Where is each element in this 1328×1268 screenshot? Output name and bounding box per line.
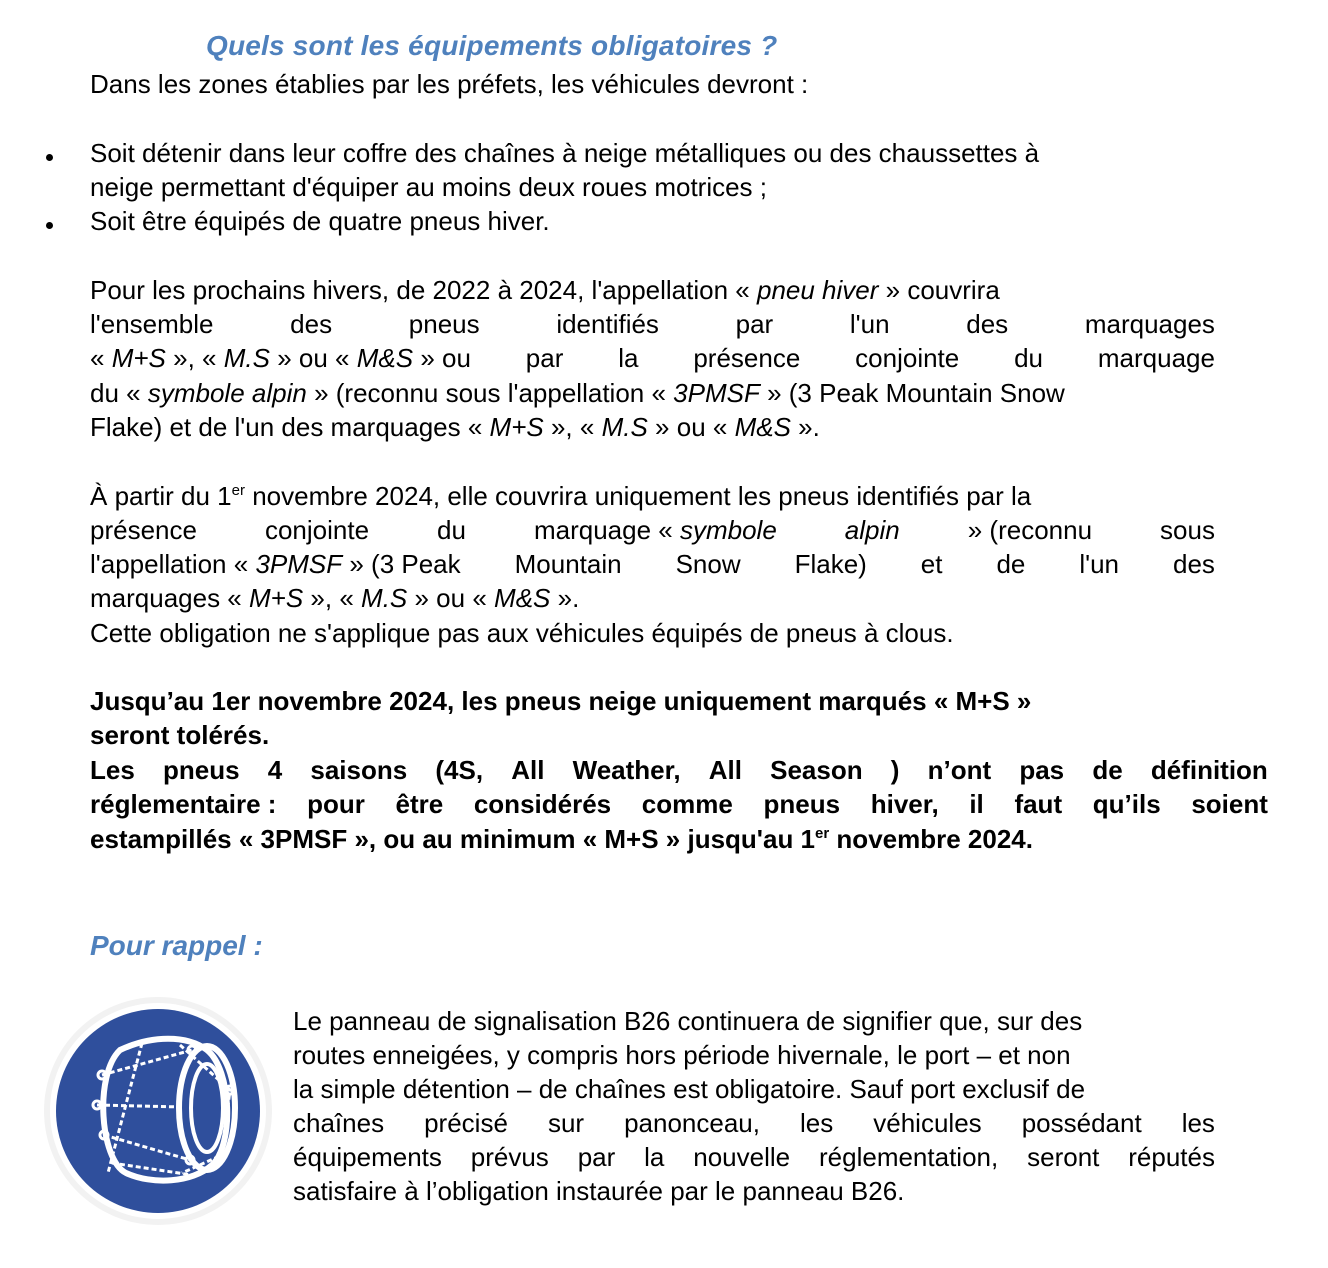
- p1-line-5: Flake) et de l'un des marquages « M+S », « M.S » ou « M&S ».: [90, 412, 820, 442]
- bold-line-1: Jusqu’au 1er novembre 2024, les pneus neige uniquement marqués « M+S »: [90, 686, 1032, 716]
- p2-line-5: Cette obligation ne s'applique pas aux véhicules équipés de pneus à clous.: [90, 618, 954, 648]
- bullet-2: Soit être équipés de quatre pneus hiver.: [90, 206, 550, 236]
- bullet-1-text: Soit détenir dans leur coffre des chaînes à neige métalliques ou des chaussettes à: [90, 138, 1040, 168]
- p1-line-1: Pour les prochains hivers, de 2022 à 2024, l'appellation « pneu hiver » couvrira: [90, 275, 1000, 305]
- bullet-dot: [46, 154, 53, 161]
- sign-text-line-2: routes enneigées, y compris hors période hivernale, le port – et non: [293, 1040, 1071, 1070]
- sign-text-line-3: la simple détention – de chaînes est obligatoire. Sauf port exclusif de: [293, 1074, 1086, 1104]
- p1-line-4: du « symbole alpin » (reconnu sous l'appellation « 3PMSF » (3 Peak Mountain Snow: [90, 378, 1065, 408]
- bullet-dot: [46, 222, 53, 229]
- bold-line-2: seront tolérés.: [90, 720, 270, 750]
- intro-text: Dans les zones établies par les préfets, les véhicules devront :: [90, 69, 809, 99]
- sign-text-line-6: satisfaire à l’obligation instaurée par le panneau B26.: [293, 1176, 905, 1206]
- p2-line-1: À partir du 1er novembre 2024, elle couvrira uniquement les pneus identifiés par la: [90, 481, 1032, 511]
- b26-snow-chains-sign-icon: [42, 995, 274, 1227]
- p1-line-2: l'ensemble des pneus identifiés par l'un des marquages: [90, 309, 1215, 339]
- p2-line-3: l'appellation « 3PMSF » (3 Peak Mountain Snow Flake) et de l'un des: [90, 549, 1215, 579]
- sign-text-line-1: Le panneau de signalisation B26 continuera de signifier que, sur des: [293, 1006, 1083, 1036]
- p2-line-2: présence conjointe du marquage « symbole alpin » (reconnu sous: [90, 515, 1215, 545]
- bullet-1-line-2: neige permettant d'équiper au moins deux roues motrices ;: [90, 172, 768, 202]
- bold-line-4: réglementaire : pour être considérés comme pneus hiver, il faut qu’ils soient: [90, 789, 1268, 819]
- bullet-1-line-1: [90, 136, 1215, 170]
- bold-line-5: estampillés « 3PMSF », ou au minimum « M+S » jusqu'au 1er novembre 2024.: [90, 824, 1033, 854]
- page-title: Quels sont les équipements obligatoires ?: [206, 30, 778, 61]
- p1-line-3: « M+S », « M.S » ou « M&S » ou par la présence conjointe du marquage: [90, 343, 1215, 373]
- sign-text-line-4: chaînes précisé sur panonceau, les véhicules possédant les: [293, 1108, 1215, 1138]
- rappel-heading: Pour rappel :: [90, 930, 263, 961]
- sign-text-line-5: équipements prévus par la nouvelle réglementation, seront réputés: [293, 1142, 1215, 1172]
- p2-line-4: marquages « M+S », « M.S » ou « M&S ».: [90, 583, 580, 613]
- bold-line-3: Les pneus 4 saisons (4S, All Weather, All Season ) n’ont pas de définition: [90, 755, 1268, 785]
